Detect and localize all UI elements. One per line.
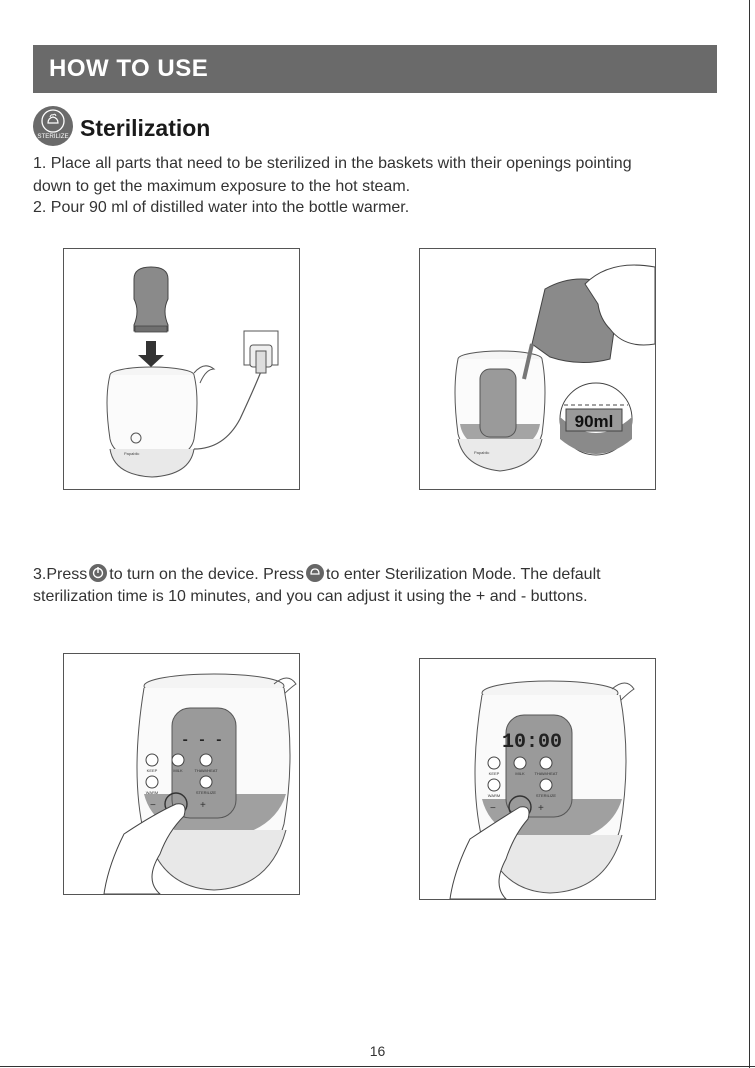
fig4-keep: KEEP [488, 771, 500, 776]
fig1-brand: Papablic [124, 451, 140, 456]
step3-text-a: 3.Press [33, 566, 88, 583]
fig3-plus: + [200, 800, 206, 811]
fig4-display: 10:00 [501, 731, 563, 754]
fig3-minus: − [150, 800, 156, 811]
step3-text-b: to turn on the device. Press [109, 566, 305, 583]
fig2-callout-label: 90ml [574, 412, 614, 431]
fig3-display: - - - [180, 733, 224, 749]
fig2-brand: Papablic [474, 450, 490, 455]
figure-place-basket [63, 248, 300, 490]
step3-line1 [33, 563, 601, 585]
page-number: 16 [369, 1043, 386, 1059]
fig3-thaw: THAW/HEAT [194, 768, 218, 773]
fig3-keep: KEEP [146, 768, 158, 773]
header-title: HOW TO USE [49, 55, 209, 82]
down-arrow-icon [138, 341, 164, 367]
section-header-bar [33, 45, 717, 93]
step3-text-c: to enter Sterilization Mode. The default [326, 566, 601, 583]
power-icon [88, 563, 108, 583]
bottle-warmer-illustration [107, 366, 214, 477]
bottle-illustration [134, 267, 168, 332]
power-cord [194, 369, 262, 449]
figure-pour-water [419, 248, 656, 490]
water-level-callout [560, 383, 632, 455]
page-border-right [749, 0, 750, 1068]
fig4-warm: WARM [487, 793, 501, 798]
section-title: Sterilization [80, 115, 211, 141]
step1-line1: 1. Place all parts that need to be sterilized in the baskets with their openings pointing [33, 155, 632, 172]
sterilize-icon [305, 563, 325, 583]
sterilize-icon-label: STERILIZE [37, 133, 69, 140]
fig4-sterilize: STERILIZE [535, 793, 557, 798]
fig4-thaw: THAW/HEAT [534, 771, 558, 776]
fig3-sterilize: STERILIZE [195, 790, 217, 795]
wall-socket-icon [244, 331, 278, 373]
fig3-warm: WARM [145, 790, 159, 795]
page-border-bottom [0, 1066, 755, 1067]
figure-press-power [63, 653, 300, 895]
bottle-warmer-illustration [455, 351, 545, 471]
sterilize-icon [32, 105, 74, 147]
step3-line2: sterilization time is 10 minutes, and you can adjust it using the + and - buttons. [33, 588, 588, 605]
step1-line2: down to get the maximum exposure to the hot steam. [33, 178, 411, 195]
fig4-milk: MILK [515, 771, 525, 776]
figure-sterilize-mode [419, 658, 656, 900]
fig4-minus: − [490, 803, 496, 814]
fig3-milk: MILK [173, 768, 183, 773]
fig4-plus: + [538, 803, 544, 814]
step2-text: 2. Pour 90 ml of distilled water into the bottle warmer. [33, 199, 410, 216]
